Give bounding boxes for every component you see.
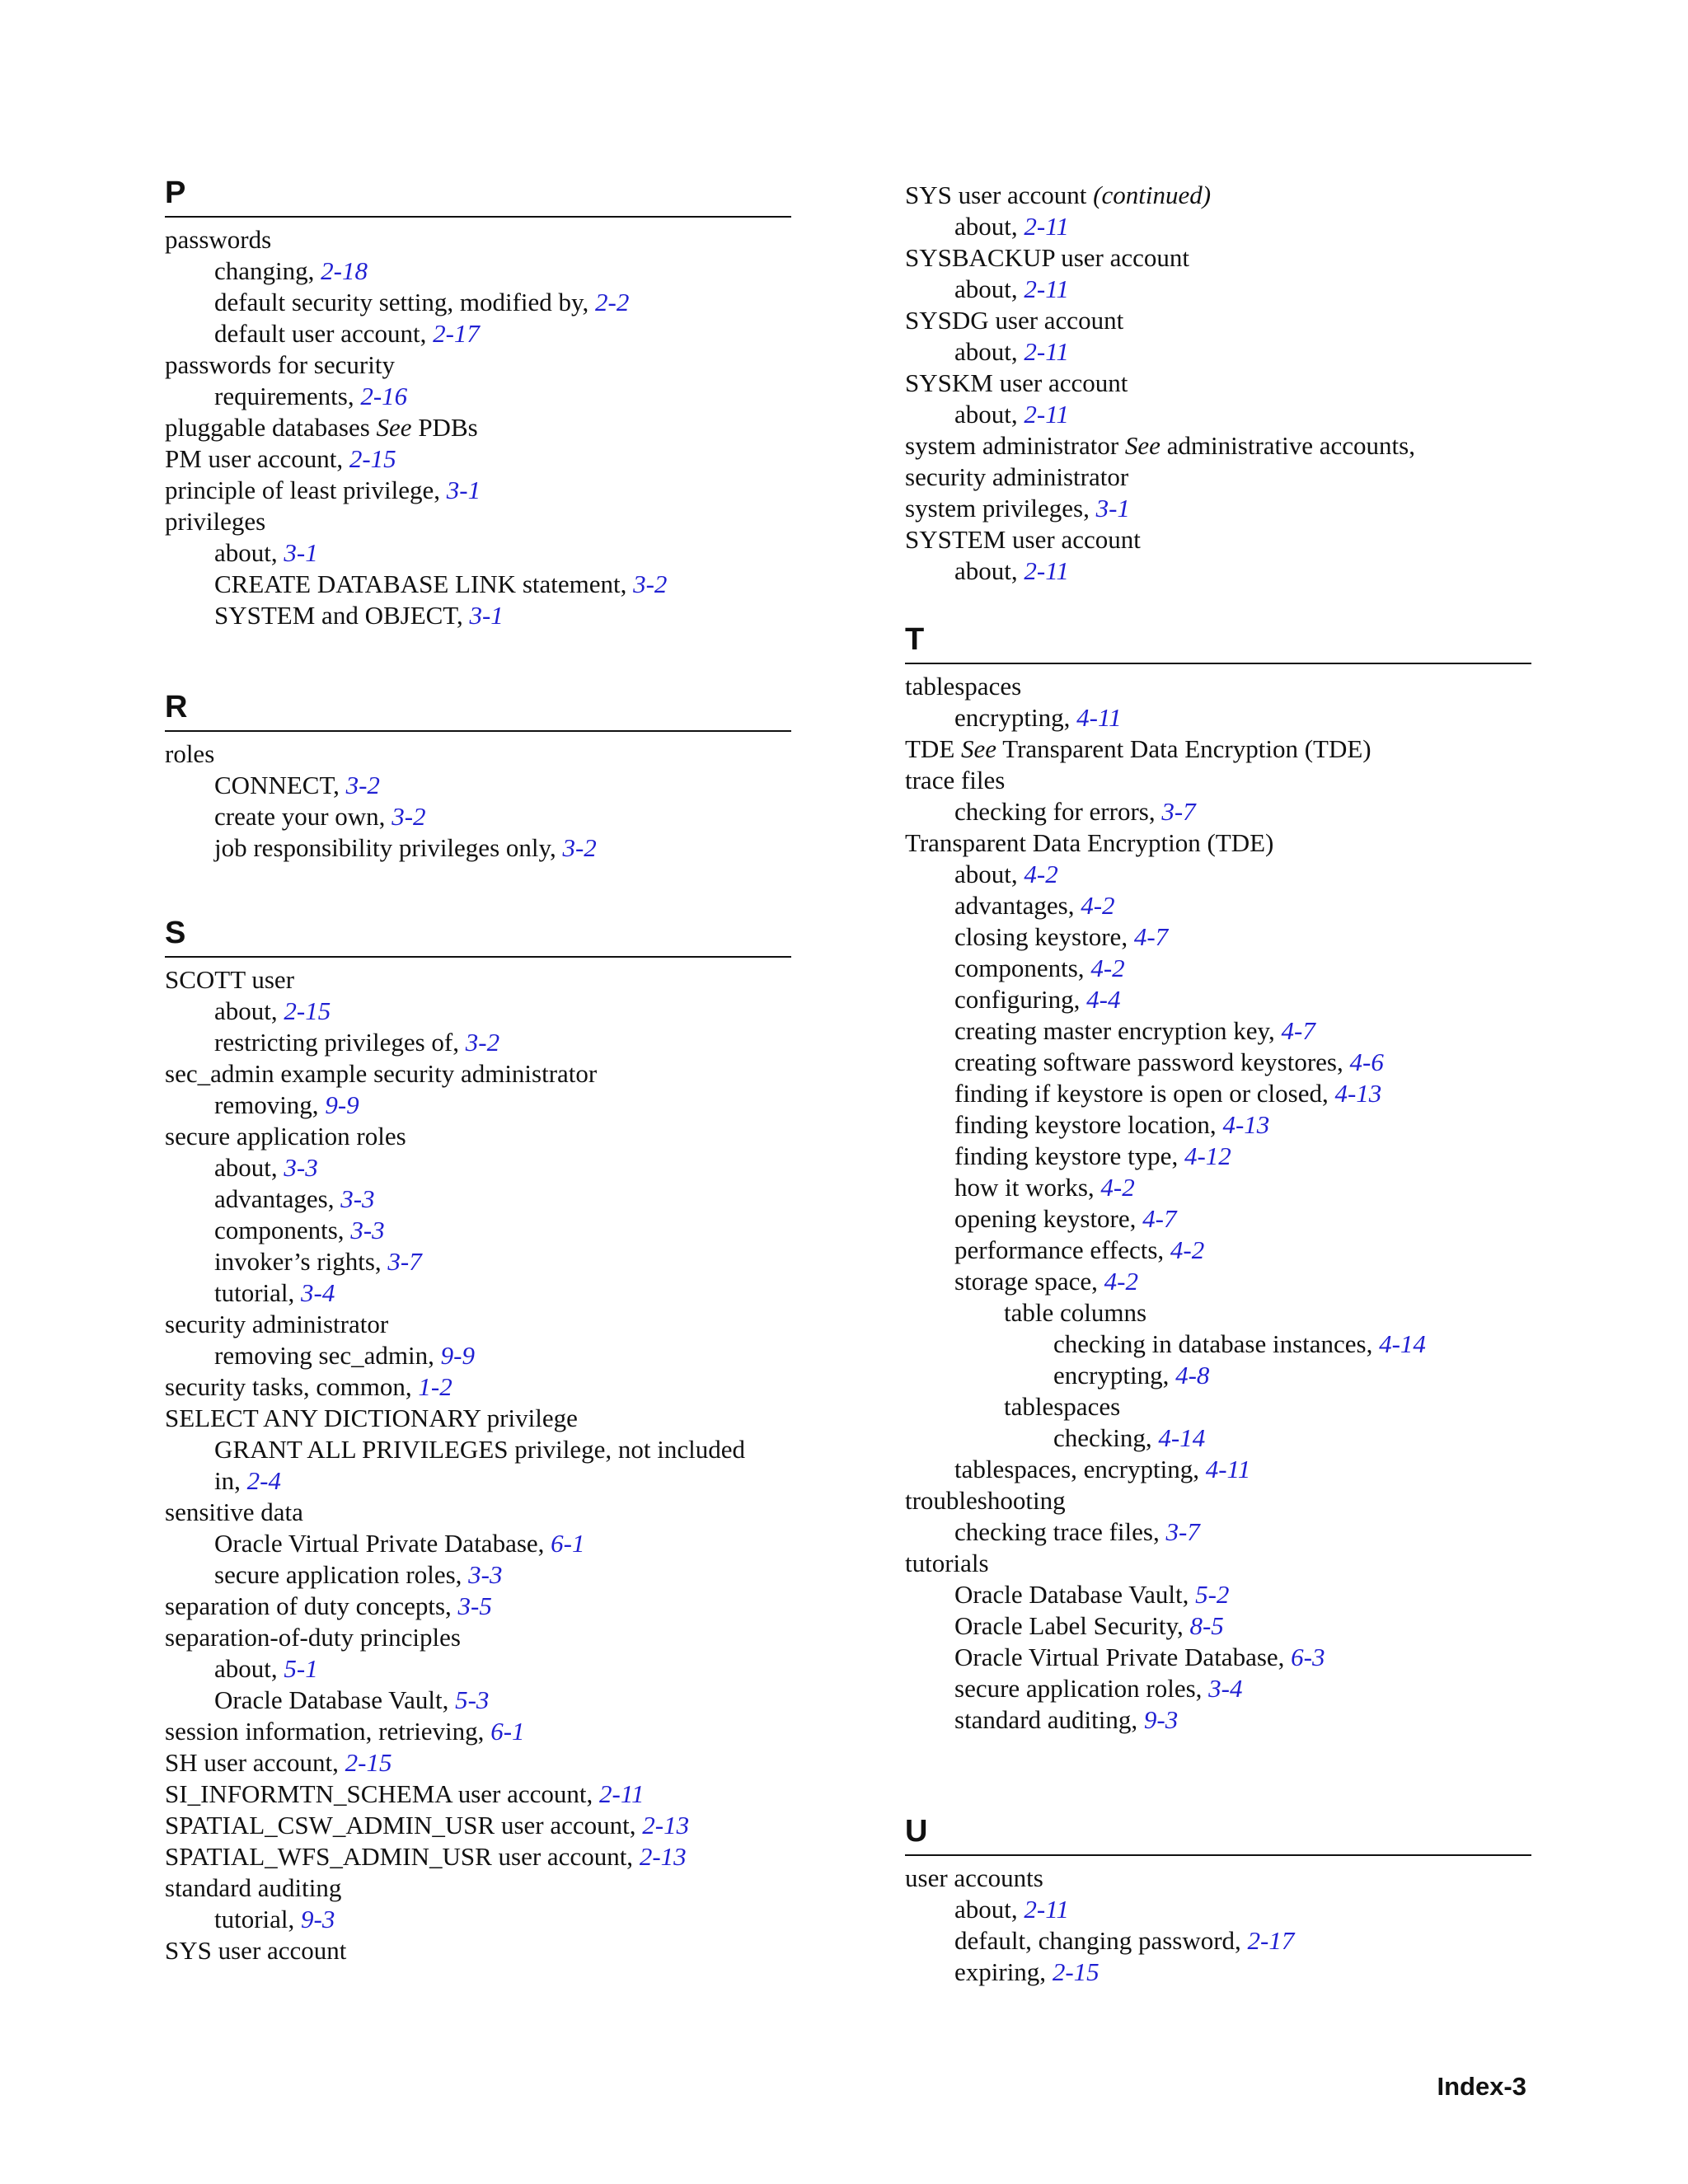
entry-term: Oracle Database Vault, xyxy=(214,1685,456,1714)
index-section-u xyxy=(905,1813,1531,1988)
index-entry xyxy=(165,1810,791,1841)
page-reference-link[interactable]: 9-3 xyxy=(1143,1705,1179,1734)
entry-term: sec_admin example security administrator xyxy=(165,1059,598,1088)
page-reference-link[interactable]: 4-11 xyxy=(1076,703,1122,732)
entry-term: checking in database instances, xyxy=(1053,1329,1380,1358)
page-reference-link[interactable]: 4-12 xyxy=(1184,1141,1231,1170)
index-entry xyxy=(165,1841,791,1872)
entry-term: creating master encryption key, xyxy=(954,1016,1282,1045)
entry-term: system privileges, xyxy=(905,494,1096,523)
entry-term: removing, xyxy=(214,1090,326,1119)
index-entry xyxy=(165,349,791,381)
page-reference-link[interactable]: 4-11 xyxy=(1205,1455,1251,1483)
index-entry xyxy=(905,984,1531,1015)
index-entry xyxy=(905,1109,1531,1141)
entry-term: about, xyxy=(214,1654,284,1683)
entry-term: separation-of-duty principles xyxy=(165,1623,461,1652)
index-entry xyxy=(165,255,791,287)
page-reference-link[interactable]: 4-2 xyxy=(1104,1267,1138,1296)
index-section-s xyxy=(165,915,791,1966)
see-target: PDBs xyxy=(411,413,478,442)
index-entry xyxy=(165,318,791,349)
page-reference-link[interactable]: 2-15 xyxy=(284,996,331,1025)
page-reference-link[interactable]: 6-1 xyxy=(551,1529,585,1558)
index-entry xyxy=(165,801,791,832)
index-entry xyxy=(165,475,791,506)
entry-term: changing, xyxy=(214,256,321,285)
index-entry xyxy=(165,1559,791,1591)
index-entry xyxy=(905,1329,1531,1360)
page-reference-link[interactable]: 4-2 xyxy=(1170,1235,1205,1264)
page-reference-link[interactable]: 5-3 xyxy=(455,1685,490,1714)
page-reference-link[interactable]: 4-14 xyxy=(1158,1423,1206,1452)
entry-term: user accounts xyxy=(905,1863,1043,1892)
index-entry xyxy=(165,1747,791,1779)
entry-term: security administrator xyxy=(165,1310,389,1338)
index-entry xyxy=(905,493,1531,524)
entry-term: trace files xyxy=(905,766,1006,794)
index-entry xyxy=(905,1047,1531,1078)
index-entry xyxy=(905,1548,1531,1579)
entry-term: passwords for security xyxy=(165,350,395,379)
index-entry xyxy=(905,555,1531,587)
entry-term: expiring, xyxy=(954,1957,1053,1986)
index-entry xyxy=(165,569,791,600)
index-entry xyxy=(905,1642,1531,1673)
entry-term: tablespaces, encrypting, xyxy=(954,1455,1206,1483)
index-section-p xyxy=(165,175,791,631)
index-entry xyxy=(905,305,1531,336)
page-reference-link[interactable]: 3-3 xyxy=(350,1216,385,1244)
index-entry xyxy=(165,738,791,770)
page-reference-link[interactable]: 4-13 xyxy=(1222,1110,1270,1139)
entry-term: CREATE DATABASE LINK statement, xyxy=(214,569,634,598)
page-reference-link[interactable]: 4-7 xyxy=(1133,922,1169,951)
index-entry xyxy=(905,1579,1531,1610)
entry-term: SYS user account xyxy=(905,180,1094,209)
entry-term: performance effects, xyxy=(954,1235,1170,1264)
index-entry xyxy=(165,412,791,443)
index-entry xyxy=(165,1716,791,1747)
section-letter: S xyxy=(165,915,791,958)
entry-term: tutorials xyxy=(905,1549,989,1577)
entry-term: about, xyxy=(954,212,1025,241)
entry-term: roles xyxy=(165,739,215,768)
entry-term: Oracle Virtual Private Database, xyxy=(214,1529,551,1558)
index-entry xyxy=(905,180,1531,211)
index-entry xyxy=(905,1957,1531,1988)
entry-term: checking, xyxy=(1053,1423,1159,1452)
index-entry xyxy=(905,1141,1531,1172)
entry-term: about, xyxy=(954,400,1025,429)
entry-term: advantages, xyxy=(954,891,1081,920)
entry-term: default user account, xyxy=(214,319,434,348)
section-letter: R xyxy=(165,689,791,732)
entry-term: SYSBACKUP user account xyxy=(905,243,1190,272)
page-reference-link[interactable]: 2-11 xyxy=(1024,1895,1069,1924)
page-reference-link[interactable]: 2-11 xyxy=(1024,274,1069,303)
entry-term: separation of duty concepts, xyxy=(165,1591,458,1620)
page-reference-link[interactable]: 2-11 xyxy=(1024,556,1069,585)
page-reference-link[interactable]: 3-1 xyxy=(284,538,318,567)
page-reference-link[interactable]: 3-2 xyxy=(345,771,380,799)
entry-term: create your own, xyxy=(214,802,392,831)
see-target: Transparent Data Encryption (TDE) xyxy=(996,734,1372,763)
entry-term: about, xyxy=(214,996,284,1025)
index-entry xyxy=(905,827,1531,859)
index-entry xyxy=(165,1591,791,1622)
entry-list xyxy=(165,218,791,631)
entry-term: standard auditing, xyxy=(954,1705,1144,1734)
entry-term: creating software password keystores, xyxy=(954,1047,1350,1076)
entry-term: security administrator xyxy=(905,462,1129,491)
index-entry xyxy=(905,1360,1531,1391)
index-entry xyxy=(165,1121,791,1152)
page-reference-link[interactable]: 3-7 xyxy=(387,1247,422,1276)
index-entry xyxy=(165,1872,791,1904)
index-entry xyxy=(165,1246,791,1277)
entry-term: in, xyxy=(214,1466,247,1495)
entry-term: requirements, xyxy=(214,382,361,410)
index-entry xyxy=(165,1277,791,1309)
index-entry xyxy=(165,1622,791,1653)
index-entry xyxy=(165,1152,791,1183)
entry-term: table columns xyxy=(1004,1298,1147,1327)
page-reference-link[interactable]: 4-2 xyxy=(1090,954,1125,982)
index-entry xyxy=(165,1090,791,1121)
section-letter: P xyxy=(165,175,791,218)
index-entry xyxy=(165,1779,791,1810)
page-reference-link[interactable]: 4-2 xyxy=(1081,891,1115,920)
see-target: administrative accounts, xyxy=(1160,431,1415,460)
entry-term: sensitive data xyxy=(165,1497,303,1526)
page-reference-link[interactable]: 3-4 xyxy=(301,1278,335,1307)
page-reference-link[interactable]: 3-3 xyxy=(284,1153,318,1182)
index-entry xyxy=(165,224,791,255)
page-reference-link[interactable]: 6-1 xyxy=(490,1717,525,1746)
entry-term: advantages, xyxy=(214,1184,341,1213)
entry-term: SCOTT user xyxy=(165,965,295,994)
index-entry xyxy=(905,859,1531,890)
index-entry xyxy=(165,537,791,569)
index-entry xyxy=(165,1935,791,1966)
index-section-r xyxy=(165,689,791,864)
page-reference-link[interactable]: 2-11 xyxy=(1024,400,1069,429)
entry-term: SPATIAL_WFS_ADMIN_USR user account, xyxy=(165,1842,640,1871)
page-reference-link[interactable]: 3-2 xyxy=(562,833,597,862)
entry-term: secure application roles, xyxy=(954,1674,1209,1703)
page-reference-link[interactable]: 4-13 xyxy=(1334,1079,1382,1108)
index-entry xyxy=(165,1434,791,1465)
entry-term: troubleshooting xyxy=(905,1486,1066,1515)
entry-term: removing sec_admin, xyxy=(214,1341,441,1370)
page-reference-link[interactable]: 2-17 xyxy=(1247,1926,1295,1955)
page-reference-link[interactable]: 9-9 xyxy=(325,1090,359,1119)
entry-term: opening keystore, xyxy=(954,1204,1143,1233)
index-entry xyxy=(905,765,1531,796)
entry-term: Oracle Database Vault, xyxy=(954,1580,1196,1609)
entry-term: finding if keystore is open or closed, xyxy=(954,1079,1335,1108)
page-reference-link[interactable]: 9-9 xyxy=(440,1341,475,1370)
page-reference-link[interactable]: 1-2 xyxy=(418,1372,452,1401)
entry-term: how it works, xyxy=(954,1173,1101,1202)
see-reference: See xyxy=(376,413,412,442)
page-reference-link[interactable]: 4-2 xyxy=(1100,1173,1135,1202)
entry-term: SPATIAL_CSW_ADMIN_USR user account, xyxy=(165,1811,643,1840)
entry-term: SH user account, xyxy=(165,1748,345,1777)
entry-term: session information, retrieving, xyxy=(165,1717,491,1746)
index-entry xyxy=(165,600,791,631)
page-reference-link[interactable]: 3-4 xyxy=(1208,1674,1243,1703)
page-reference-link[interactable]: 2-11 xyxy=(1024,337,1069,366)
entry-term: system administrator xyxy=(905,431,1125,460)
entry-term: encrypting, xyxy=(954,703,1077,732)
entry-term: about, xyxy=(954,1895,1025,1924)
page-reference-link[interactable]: 4-4 xyxy=(1086,985,1121,1014)
entry-term: principle of least privilege, xyxy=(165,476,447,504)
page-reference-link[interactable]: 4-2 xyxy=(1024,860,1058,888)
see-reference: See xyxy=(961,734,997,763)
see-reference: See xyxy=(1124,431,1160,460)
index-entry xyxy=(165,1215,791,1246)
index-entry xyxy=(165,996,791,1027)
page-reference-link[interactable]: 2-18 xyxy=(321,256,368,285)
page-reference-link[interactable]: 2-15 xyxy=(345,1748,392,1777)
entry-term: passwords xyxy=(165,225,272,254)
index-entry xyxy=(905,242,1531,274)
entry-term: standard auditing xyxy=(165,1873,342,1902)
index-entry xyxy=(165,287,791,318)
entry-term: configuring, xyxy=(954,985,1087,1014)
entry-term: Transparent Data Encryption (TDE) xyxy=(905,828,1274,857)
page-reference-link[interactable]: 2-16 xyxy=(360,382,408,410)
index-entry xyxy=(905,1610,1531,1642)
entry-term: finding keystore type, xyxy=(954,1141,1184,1170)
entry-term: job responsibility privileges only, xyxy=(214,833,563,862)
index-entry xyxy=(905,1704,1531,1736)
entry-term: encrypting, xyxy=(1053,1361,1176,1390)
page-reference-link[interactable]: 9-3 xyxy=(301,1905,335,1933)
page-number: Index-3 xyxy=(1437,2072,1526,2101)
page-reference-link[interactable]: 2-13 xyxy=(642,1811,690,1840)
page-reference-link[interactable]: 2-4 xyxy=(246,1466,281,1495)
page-reference-link[interactable]: 2-15 xyxy=(349,444,396,473)
index-entry xyxy=(165,1497,791,1528)
entry-term: CONNECT, xyxy=(214,771,346,799)
index-entry xyxy=(905,890,1531,921)
page-reference-link[interactable]: 4-14 xyxy=(1379,1329,1426,1358)
index-entry xyxy=(905,1422,1531,1454)
entry-term: about, xyxy=(954,274,1025,303)
page-reference-link[interactable]: 3-7 xyxy=(1165,1517,1200,1546)
entry-term: restricting privileges of, xyxy=(214,1028,466,1057)
index-entry xyxy=(905,702,1531,733)
index-entry xyxy=(165,1183,791,1215)
page-reference-link[interactable]: 4-7 xyxy=(1142,1204,1177,1233)
entry-term: default, changing password, xyxy=(954,1926,1248,1955)
index-entry xyxy=(905,1391,1531,1422)
entry-term: storage space, xyxy=(954,1267,1104,1296)
index-entry xyxy=(905,1894,1531,1925)
entry-term: components, xyxy=(214,1216,351,1244)
entry-term: SYSTEM user account xyxy=(905,525,1141,554)
entry-term: checking for errors, xyxy=(954,797,1162,826)
index-entry xyxy=(905,1673,1531,1704)
page-reference-link[interactable]: 3-5 xyxy=(457,1591,492,1620)
entry-term: PM user account, xyxy=(165,444,349,473)
entry-term: about, xyxy=(214,1153,284,1182)
entry-term: pluggable databases xyxy=(165,413,377,442)
entry-list xyxy=(905,1856,1531,1988)
entry-term: SELECT ANY DICTIONARY privilege xyxy=(165,1404,578,1432)
entry-list xyxy=(905,664,1531,1736)
index-entry xyxy=(165,964,791,996)
page-reference-link[interactable]: 3-7 xyxy=(1161,797,1196,826)
index-entry xyxy=(165,1653,791,1685)
entry-term: about, xyxy=(214,538,284,567)
index-entry xyxy=(905,1454,1531,1485)
entry-term: tablespaces xyxy=(1004,1392,1121,1421)
page-reference-link[interactable]: 2-11 xyxy=(599,1779,645,1808)
entry-term: tutorial, xyxy=(214,1905,302,1933)
index-entry xyxy=(905,274,1531,305)
page-reference-link[interactable]: 8-5 xyxy=(1189,1611,1224,1640)
index-entry xyxy=(905,796,1531,827)
continued-label: (continued) xyxy=(1093,180,1212,209)
index-entry xyxy=(905,524,1531,555)
entry-list xyxy=(165,958,791,1966)
index-entry xyxy=(905,430,1531,462)
index-entry xyxy=(165,1309,791,1340)
entry-list xyxy=(165,732,791,864)
entry-term: closing keystore, xyxy=(954,922,1134,951)
index-entry xyxy=(905,1297,1531,1329)
index-entry xyxy=(905,336,1531,368)
entry-term: SYSTEM and OBJECT, xyxy=(214,601,470,630)
index-entry xyxy=(905,1485,1531,1516)
page-reference-link[interactable]: 2-11 xyxy=(1024,212,1069,241)
entry-term: Oracle Label Security, xyxy=(954,1611,1190,1640)
index-entry xyxy=(905,733,1531,765)
page-reference-link[interactable]: 2-17 xyxy=(433,319,480,348)
page-reference-link[interactable]: 3-2 xyxy=(465,1028,500,1057)
index-entry xyxy=(905,1516,1531,1548)
page-reference-link[interactable]: 3-1 xyxy=(446,476,481,504)
page-reference-link[interactable]: 6-3 xyxy=(1291,1643,1325,1671)
index-entry xyxy=(905,1203,1531,1235)
page-reference-link[interactable]: 3-2 xyxy=(633,569,668,598)
entry-list xyxy=(905,180,1531,587)
index-entry xyxy=(905,1266,1531,1297)
index-entry xyxy=(165,832,791,864)
index-entry xyxy=(165,770,791,801)
index-entry xyxy=(905,462,1531,493)
entry-term: about, xyxy=(954,337,1025,366)
index-entry xyxy=(165,1685,791,1716)
entry-term: GRANT ALL PRIVILEGES privilege, not included xyxy=(214,1435,746,1464)
entry-term: TDE xyxy=(905,734,962,763)
entry-term: tablespaces xyxy=(905,672,1022,701)
index-entry xyxy=(165,1904,791,1935)
index-entry xyxy=(905,1015,1531,1047)
index-entry xyxy=(165,443,791,475)
page-reference-link[interactable]: 2-13 xyxy=(639,1842,687,1871)
entry-term: SYSDG user account xyxy=(905,306,1124,335)
page-reference-link[interactable]: 5-2 xyxy=(1195,1580,1230,1609)
index-entry xyxy=(165,1027,791,1058)
entry-term: SYSKM user account xyxy=(905,368,1128,397)
entry-term: components, xyxy=(954,954,1091,982)
entry-term: checking trace files, xyxy=(954,1517,1166,1546)
page-reference-link[interactable]: 2-15 xyxy=(1052,1957,1100,1986)
page-reference-link[interactable]: 3-3 xyxy=(468,1560,503,1589)
index-entry xyxy=(165,1465,791,1497)
index-entry xyxy=(165,1340,791,1371)
page-reference-link[interactable]: 2-2 xyxy=(595,288,630,316)
index-entry xyxy=(905,671,1531,702)
index-entry xyxy=(905,368,1531,399)
index-entry xyxy=(165,1058,791,1090)
index-entry xyxy=(165,1371,791,1403)
entry-term: default security setting, modified by, xyxy=(214,288,596,316)
entry-term: Oracle Virtual Private Database, xyxy=(954,1643,1292,1671)
entry-term: secure application roles, xyxy=(214,1560,469,1589)
index-entry xyxy=(905,953,1531,984)
entry-term: SI_INFORMTN_SCHEMA user account, xyxy=(165,1779,599,1808)
index-entry xyxy=(905,1078,1531,1109)
index-entry xyxy=(905,1925,1531,1957)
index-entry xyxy=(165,381,791,412)
page-reference-link[interactable]: 4-7 xyxy=(1281,1016,1315,1045)
index-entry xyxy=(905,399,1531,430)
page-reference-link[interactable]: 3-1 xyxy=(1095,494,1130,523)
entry-term: privileges xyxy=(165,507,266,536)
entry-term: finding keystore location, xyxy=(954,1110,1223,1139)
page-reference-link[interactable]: 3-3 xyxy=(340,1184,375,1213)
entry-term: about, xyxy=(954,556,1025,585)
page-reference-link[interactable]: 3-1 xyxy=(469,601,504,630)
section-letter: U xyxy=(905,1813,1531,1856)
entry-term: security tasks, common, xyxy=(165,1372,419,1401)
index-entry xyxy=(905,921,1531,953)
index-entry xyxy=(905,1235,1531,1266)
index-entry xyxy=(165,506,791,537)
page-reference-link[interactable]: 4-8 xyxy=(1175,1361,1210,1390)
entry-term: SYS user account xyxy=(165,1936,347,1965)
index-entry xyxy=(165,1528,791,1559)
index-entry xyxy=(165,1403,791,1434)
index-section-s-continued xyxy=(905,180,1531,587)
page-reference-link[interactable]: 3-2 xyxy=(392,802,426,831)
entry-term: invoker’s rights, xyxy=(214,1247,388,1276)
entry-term: about, xyxy=(954,860,1025,888)
section-letter: T xyxy=(905,621,1531,664)
page-reference-link[interactable]: 5-1 xyxy=(284,1654,318,1683)
index-section-t xyxy=(905,621,1531,1736)
index-entry xyxy=(905,1863,1531,1894)
index-entry xyxy=(905,1172,1531,1203)
entry-term: secure application roles xyxy=(165,1122,406,1151)
entry-term: tutorial, xyxy=(214,1278,302,1307)
page-reference-link[interactable]: 4-6 xyxy=(1349,1047,1384,1076)
index-entry xyxy=(905,211,1531,242)
